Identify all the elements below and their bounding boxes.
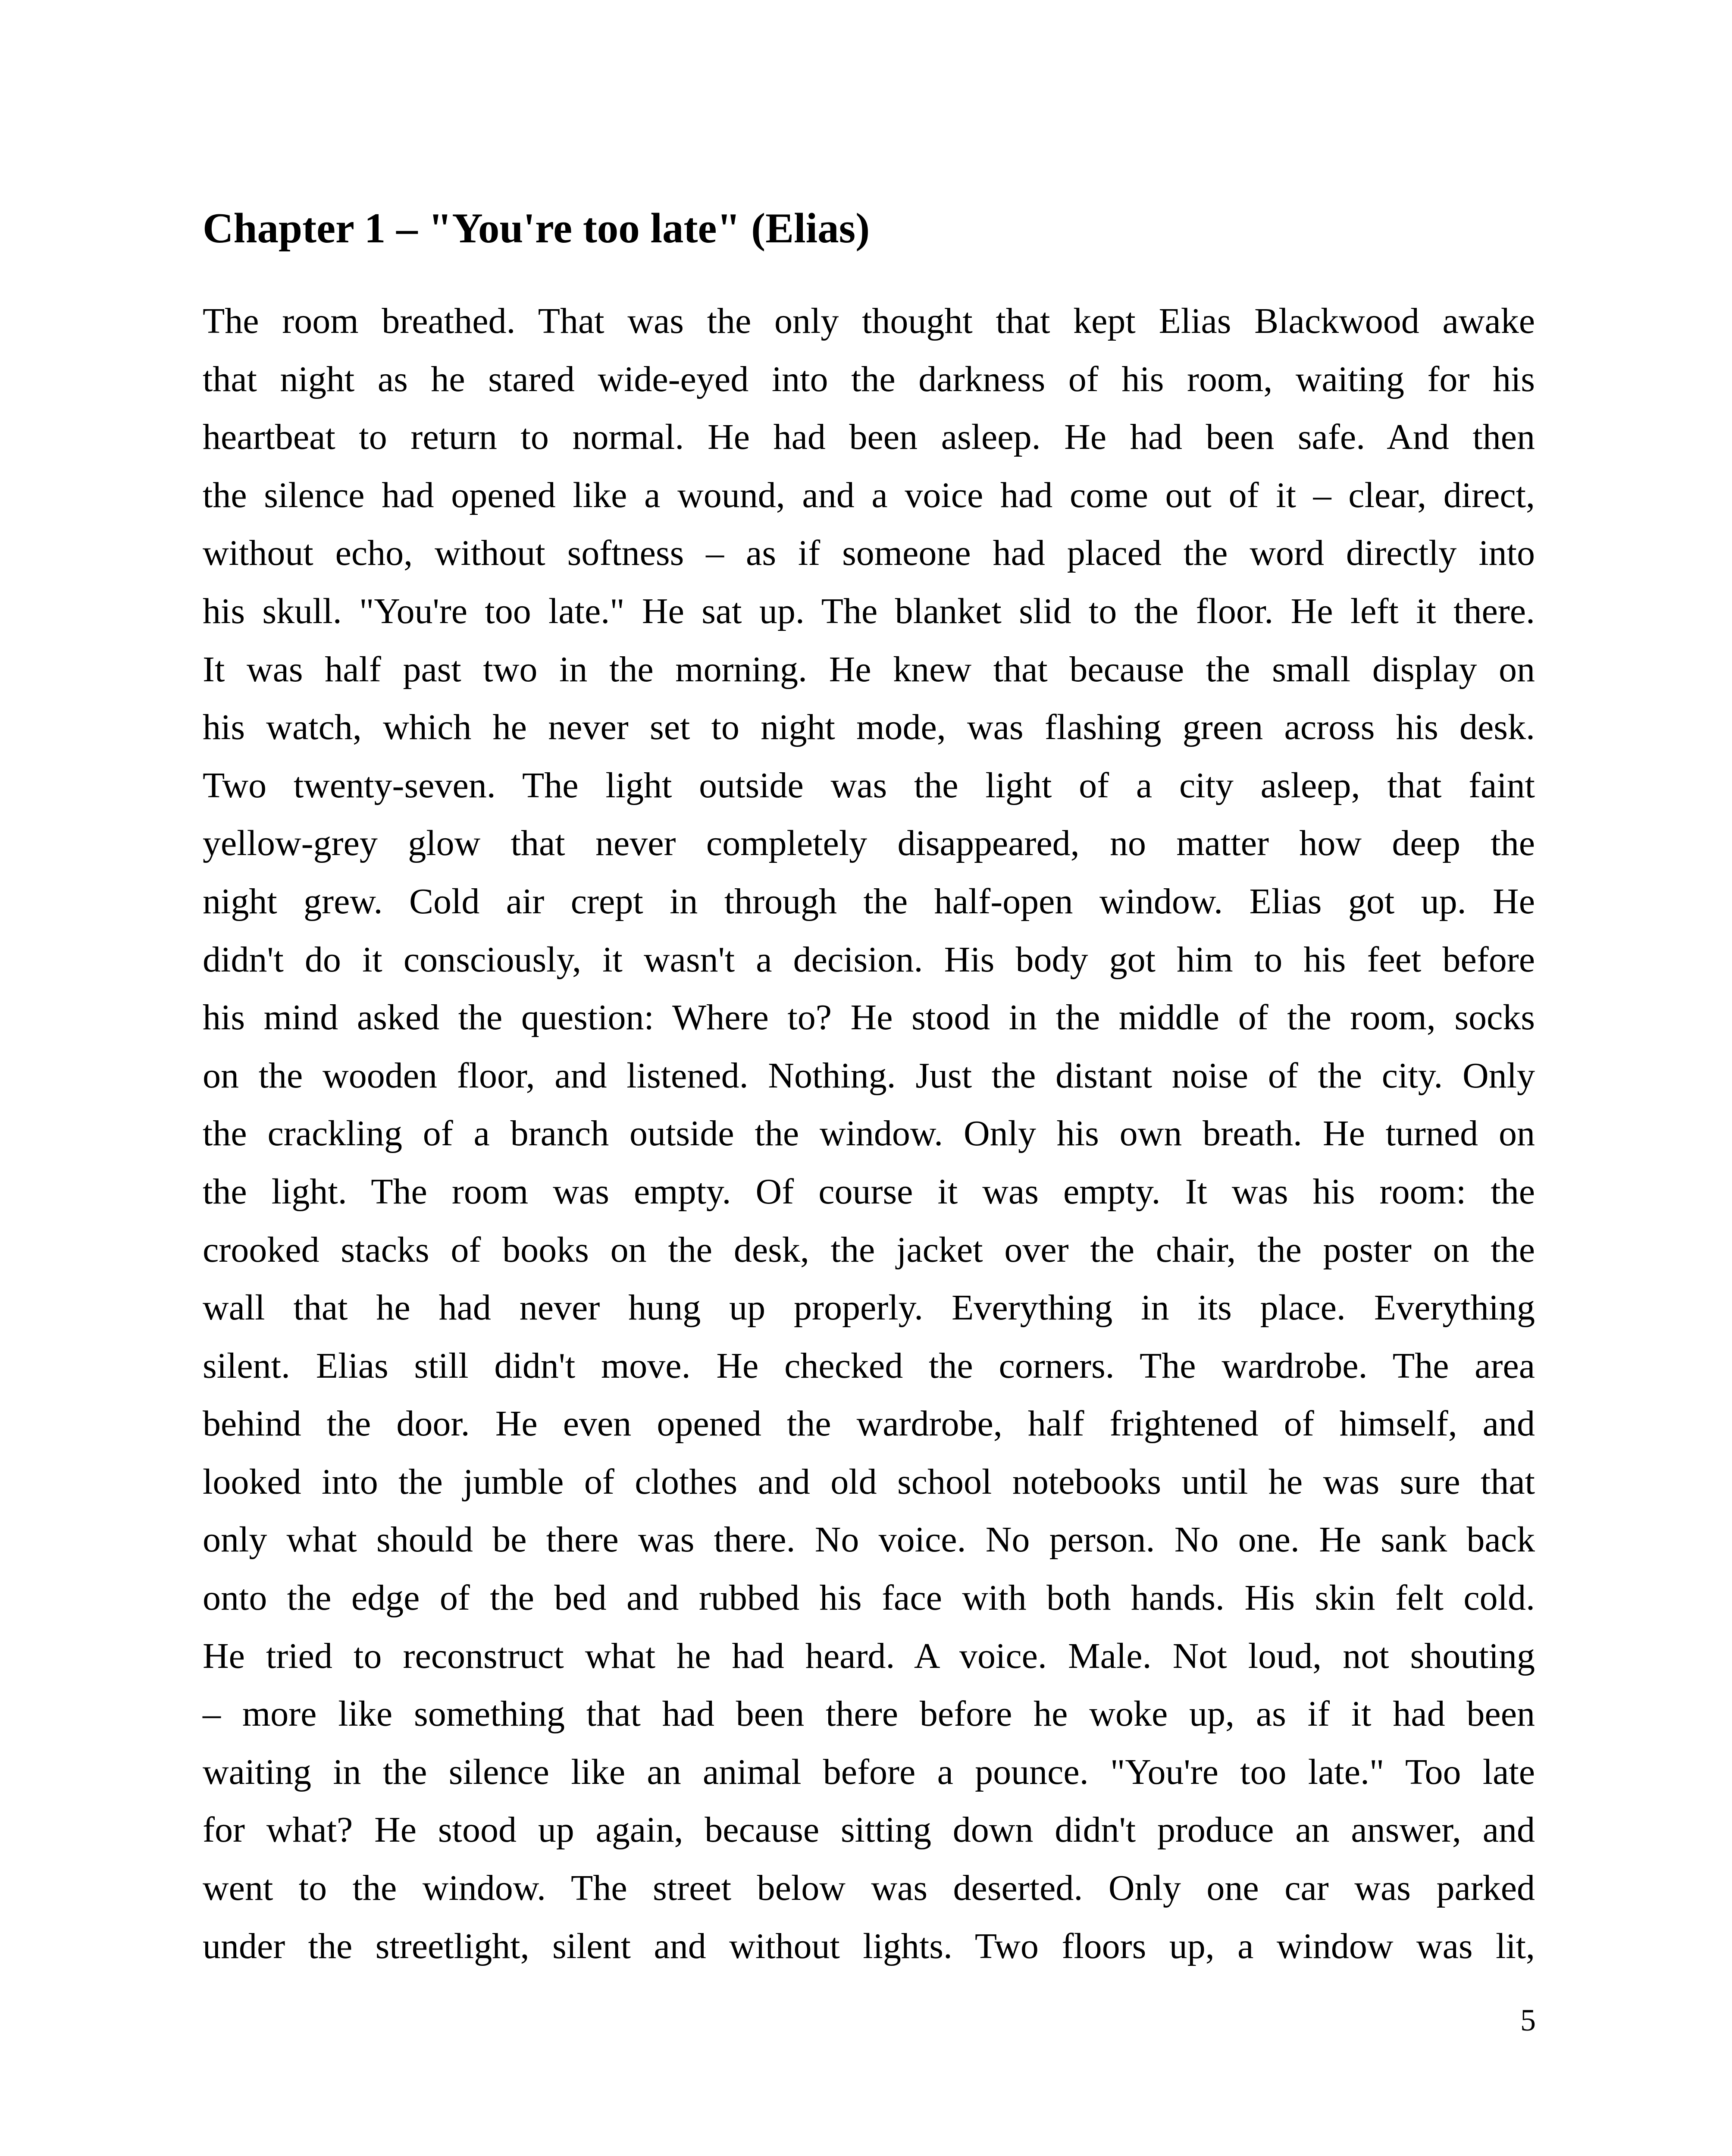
text-line: for what? He stood up again, because sitting down didn't produce an answer, and bbox=[203, 1810, 1535, 1850]
text-line: didn't do it consciously, it wasn't a decision. His body got him to his feet before bbox=[203, 939, 1535, 980]
text-line: It was half past two in the morning. He knew that because the small display on bbox=[203, 649, 1535, 689]
text-line: crooked stacks of books on the desk, the jacket over the chair, the poster on the bbox=[203, 1229, 1535, 1270]
text-line: under the streetlight, silent and without lights. Two floors up, a window was lit, bbox=[203, 1926, 1535, 1966]
text-line: the light. The room was empty. Of course it was empty. It was his room: the bbox=[203, 1171, 1535, 1212]
text-line: The room breathed. That was the only thought that kept Elias Blackwood awake bbox=[203, 301, 1535, 341]
text-line: silent. Elias still didn't move. He checked the corners. The wardrobe. The area bbox=[203, 1345, 1535, 1386]
text-line: heartbeat to return to normal. He had been asleep. He had been safe. And then bbox=[203, 417, 1535, 458]
text-line: looked into the jumble of clothes and old school notebooks until he was sure that bbox=[203, 1461, 1535, 1502]
text-line: without echo, without softness – as if someone had placed the word directly into bbox=[203, 533, 1535, 573]
chapter-heading: Chapter 1 – "You're too late" (Elias) bbox=[203, 205, 870, 252]
text-line: behind the door. He even opened the wardrobe, half frightened of himself, and bbox=[203, 1404, 1535, 1444]
text-line: wall that he had never hung up properly. Everything in its place. Everything bbox=[203, 1288, 1535, 1328]
text-line: his watch, which he never set to night mode, was flashing green across his desk. bbox=[203, 707, 1535, 748]
chapter-body-text bbox=[203, 292, 1535, 1975]
text-line: only what should be there was there. No voice. No person. No one. He sank back bbox=[203, 1520, 1535, 1560]
text-line: Two twenty-seven. The light outside was the light of a city asleep, that faint bbox=[203, 765, 1535, 805]
text-line: his skull. "You're too late." He sat up. The blanket slid to the floor. He left it there. bbox=[203, 591, 1535, 631]
text-line: – more like something that had been there before he woke up, as if it had been bbox=[203, 1694, 1535, 1734]
text-line: night grew. Cold air crept in through the half-open window. Elias got up. He bbox=[203, 881, 1535, 921]
text-line: the silence had opened like a wound, and a voice had come out of it – clear, direct, bbox=[203, 475, 1535, 515]
text-line: on the wooden floor, and listened. Nothing. Just the distant noise of the city. Only bbox=[203, 1055, 1535, 1096]
text-line: waiting in the silence like an animal before a pounce. "You're too late." Too late bbox=[203, 1752, 1535, 1792]
page-number: 5 bbox=[1520, 2003, 1536, 2037]
text-line: onto the edge of the bed and rubbed his face with both hands. His skin felt cold. bbox=[203, 1578, 1535, 1618]
text-line: that night as he stared wide-eyed into the darkness of his room, waiting for his bbox=[203, 359, 1535, 399]
text-line: yellow-grey glow that never completely disappeared, no matter how deep the bbox=[203, 823, 1535, 864]
text-line: went to the window. The street below was deserted. Only one car was parked bbox=[203, 1868, 1535, 1908]
text-line: his mind asked the question: Where to? He stood in the middle of the room, socks bbox=[203, 997, 1535, 1038]
text-line: the crackling of a branch outside the window. Only his own breath. He turned on bbox=[203, 1113, 1535, 1154]
text-line: He tried to reconstruct what he had heard. A voice. Male. Not loud, not shouting bbox=[203, 1636, 1535, 1676]
